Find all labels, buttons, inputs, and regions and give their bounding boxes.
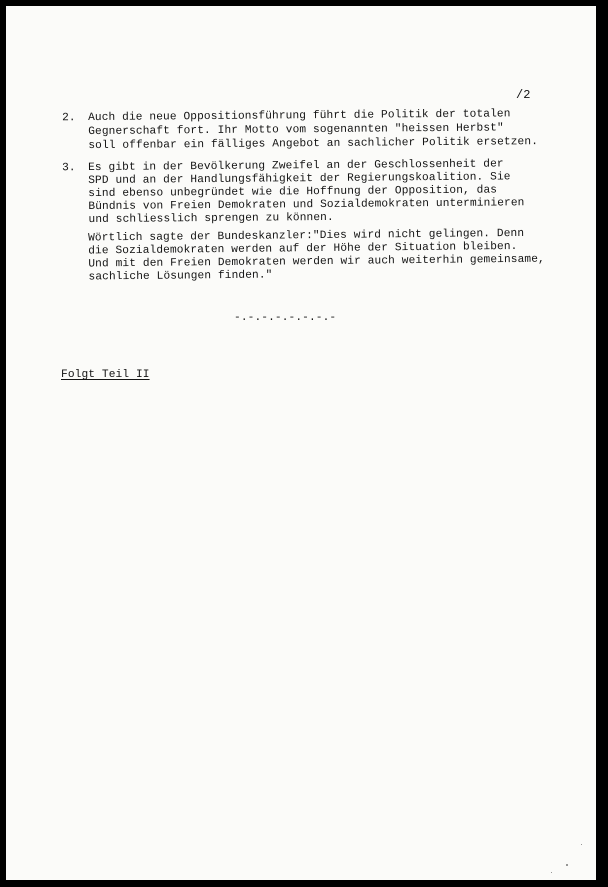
scan-speck xyxy=(581,844,582,845)
paragraph-line: sachliche Lösungen finden." xyxy=(88,269,273,284)
scan-speck xyxy=(551,872,552,873)
paragraph-line: Und mit den Freien Demokraten werden wir auch weiterhin gemeinsame, xyxy=(88,253,545,271)
paragraph-line: Auch die neue Oppositionsführung führt die Politik der totalen xyxy=(88,108,511,125)
paragraph-line: Bündnis von Freien Demokraten und Sozialdemokraten unterminieren xyxy=(88,197,525,214)
document-page xyxy=(6,6,596,880)
quote-paragraph xyxy=(62,227,582,284)
paragraph-item-3 xyxy=(62,158,582,227)
paragraph-line: SPD und an der Handlungsfähigkeit der Regierungskoalition. Sie xyxy=(88,171,511,188)
paragraph-line: und schliesslich sprengen zu können. xyxy=(88,211,334,227)
paragraph-line: sind ebenso unbegründet wie die Hoffnung der Opposition, das xyxy=(88,184,498,201)
scan-speck xyxy=(566,864,568,866)
continuation-note: Folgt Teil II xyxy=(61,369,150,381)
paragraph-item-2 xyxy=(62,108,582,153)
item-number: 2. xyxy=(62,112,76,125)
paragraph-line: Wörtlich sagte der Bundeskanzler:"Dies wird nicht gelingen. Denn xyxy=(88,227,525,245)
section-separator: -.-.-.-.-.-.-.- xyxy=(234,312,337,324)
paragraph-line: Es gibt in der Bevölkerung Zweifel an der Geschlossenheit der xyxy=(88,158,504,175)
paragraph-line: die Sozialdemokraten werden auf der Höhe der Situation bleiben. xyxy=(88,240,518,258)
page-number: /2 xyxy=(516,88,531,102)
item-number: 3. xyxy=(62,162,76,175)
paragraph-line: soll offenbar ein fälliges Angebot an sachlicher Politik ersetzen. xyxy=(88,136,539,153)
paragraph-line: Gegnerschaft fort. Ihr Motto vom sogenannten "heissen Herbst" xyxy=(88,122,504,139)
